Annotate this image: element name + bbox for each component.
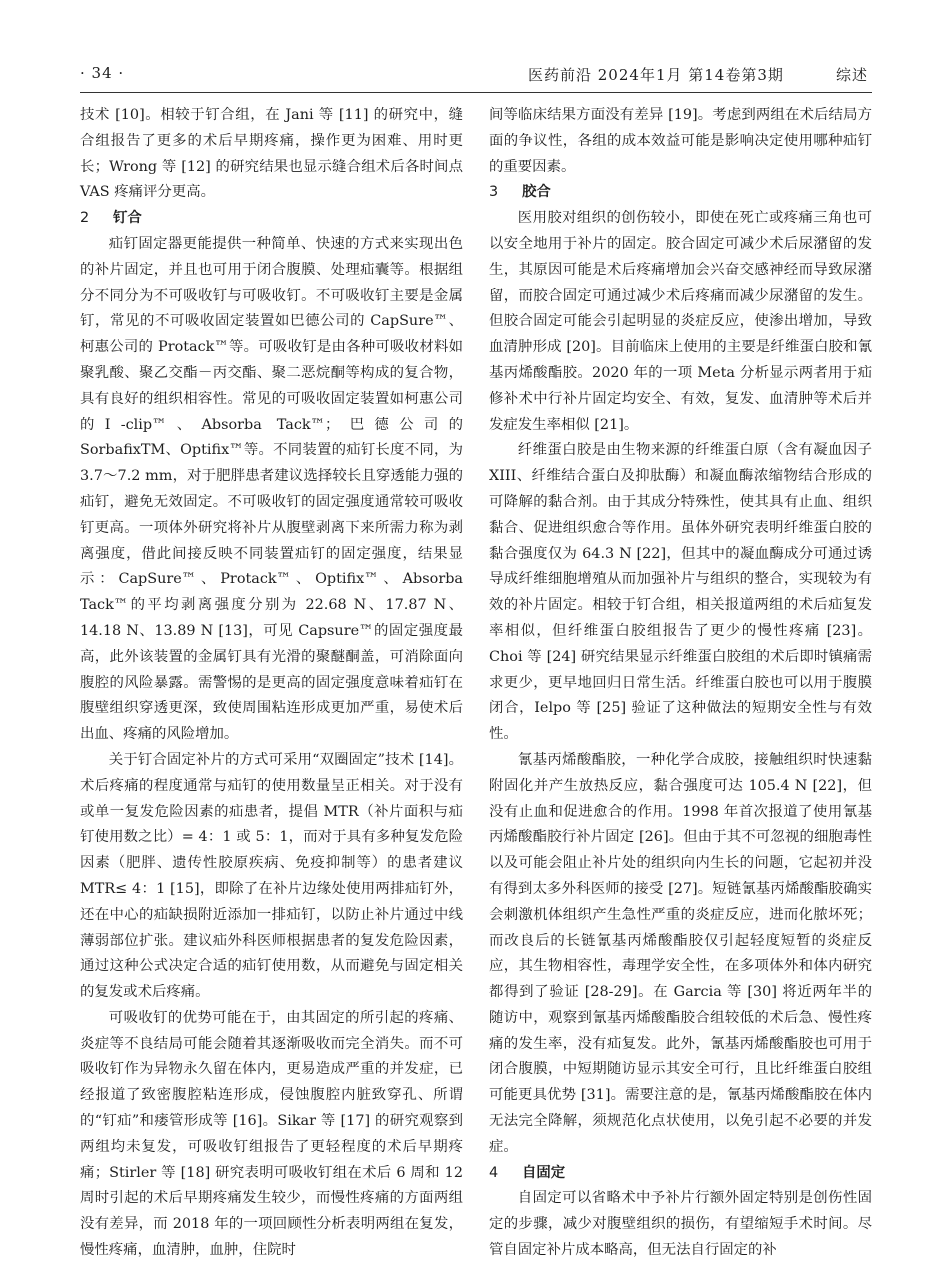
section-heading-4 (489, 1161, 872, 1187)
section-title: 胶合 (522, 184, 551, 201)
header-rule (80, 92, 872, 93)
paragraph: 纤维蛋白胶是由生物来源的纤维蛋白原（含有凝血因子XIII、纤维结合蛋白及抑肽酶）和凝血酶浓缩物结合形成的可降解的黏合剂。由于其成分特殊性，使其具有止血、组织黏合、促进组织愈合等作用。虽体外研究表明纤维蛋白胶的黏合强度仅为 64.3 N [22]，但其中的凝血酶成分可通过诱导成纤维细胞增殖从而加强补片与组织的整合，实现较为有效的补片固定。相较于钉合组，相关报道两组的术后疝复发率相似，但纤维蛋白胶组报告了更少的慢性疼痛 [23]。Choi 等 [24] 研究结果显示纤维蛋白胶组的术后即时镇痛需求更少，更早地回归日常生活。纤维蛋白胶也可以用于腹膜闭合，Ielpo 等 [25] 验证了这种做法的短期安全性与有效性。 (489, 442, 872, 743)
paragraph: 可吸收钉的优势可能在于，由其固定的所引起的疼痛、炎症等不良结局可能会随着其逐渐吸收而完全消失。而不可吸收钉作为异物永久留在体内，更易造成严重的并发症，已经报道了致密腹腔粘连形成，侵蚀腹腔内脏致穿孔、所谓的“钉疝”和瘘管形成等 [16]。Sikar 等 [17] 的研究观察到两组均未复发，可吸收钉组报告了更轻程度的术后早期疼痛；Stirler 等 [18] 研究表明可吸收钉组在术后 6 周和 12 周时引起的术后早期疼痛发生较少，而慢性疼痛的方面两组没有差异，而 2018 年的一项回顾性分析表明两组在复发，慢性疼痛，血清肿，血肿，住院时 (80, 1009, 463, 1259)
section-heading-3 (489, 180, 872, 206)
page-header (0, 60, 950, 90)
paragraph: 氰基丙烯酸酯胶，一种化学合成胶，接触组织时快速黏附固化并产生放热反应，黏合强度可达 105.4 N [22]，但没有止血和促进愈合的作用。1998 年首次报道了使用氰基丙烯酸酯胶行补片固定 [26]。但由于其不可忽视的细胞毒性以及可能会阻止补片处的组织向内生长的问题，它起初并没有得到太多外科医师的接受 [27]。短链氰基丙烯酸酯胶确实会刺激机体组织产生急性严重的炎症反应，进而化脓坏死；而改良后的长链氰基丙烯酸酯胶仅引起轻度短暂的炎症反应，其生物相容性，毒理学安全性，在多项体外和体内研究都得到了验证 [28-29]。在 Garcia 等 [30] 将近两年半的随访中，观察到氰基丙烯酸酯胶合组较低的术后急、慢性疼痛的发生率，没有疝复发。此外，氰基丙烯酸酯胶也可用于闭合腹膜，中短期随访显示其安全可行，且比纤维蛋白胶组可能更具优势 [31]。需要注意的是，氰基丙烯酸酯胶在体内无法完全降解，须规范化点状使用，以免引起不必要的并发症。 (489, 751, 872, 1155)
paragraph: 关于钉合固定补片的方式可采用“双圈固定”技术 [14]。术后疼痛的程度通常与疝钉的使用数量呈正相关。对于没有或单一复发危险因素的疝患者，提倡 MTR（补片面积与疝钉使用数之比）= 4：1 或 5：1，而对于具有多种复发危险因素（肥胖、遗传性胶原疾病、免疫抑制等）的患者建议 MTR≤ 4：1 [15]，即除了在补片边缘处使用两排疝钉外，还在中心的疝缺损附近添加一排疝钉，以防止补片通过中线薄弱部位扩张。建议疝外科医师根据患者的复发危险因素，通过这种公式决定合适的疝钉使用数，从而避免与固定相关的复发或术后疼痛。 (80, 751, 463, 1001)
journal-citation: 医药前沿 2024年1月 第14卷第3期 (528, 66, 784, 84)
paragraph: 疝钉固定器更能提供一种简单、快速的方式来实现出色的补片固定，并且也可用于闭合腹膜、处理疝囊等。根据组分不同分为不可吸收钉与可吸收钉。不可吸收钉主要是金属钉，常见的不可吸收固定装置如巴德公司的 CapSure™、柯惠公司的 Protack™等。可吸收钉是由各种可吸收材料如聚乳酸、聚乙交酯－丙交酯、聚二恶烷酮等构成的复合物，具有良好的组织相容性。常见的可吸收固定装置如柯惠公司的Ⅰ-clip™、Absorba Tack™；巴德公司的 SorbafixTM、Optifix™等。不同装置的疝钉长度不同，为 3.7～7.2 mm，对于肥胖患者建议选择较长且穿透能力强的疝钉，避免无效固定。不可吸收钉的固定强度通常较可吸收钉更高。一项体外研究将补片从腹壁剥离下来所需力称为剥离强度，借此间接反映不同装置疝钉的固定强度，结果显示：CapSure™、Protack™、Optifix™、Absorba Tack™的平均剥离强度分别为 22.68 N、17.87 N、14.18 N、13.89 N [13]，可见 Capsure™的固定强度最高，此外该装置的金属钉具有光滑的聚醚酮盖，可消除面向腹腔的风险暴露。需警惕的是更高的固定强度意味着疝钉在腹壁组织穿透更深，致使周围粘连形成更加严重，易使术后出血、疼痛的风险增加。 (80, 235, 463, 743)
section-title: 自固定 (522, 1164, 566, 1181)
section-heading-2 (80, 206, 463, 232)
paragraph: 自固定可以省略术中予补片行额外固定特别是创伤性固定的步骤，减少对腹壁组织的损伤，有望缩短手术时间。尽管自固定补片成本略高，但无法自行固定的补 (489, 1190, 872, 1259)
paragraph: 间等临床结果方面没有差异 [19]。考虑到两组在术后结局方面的争议性，各组的成本效益可能是影响决定使用哪种疝钉的重要因素。 (489, 107, 872, 175)
page-number: · 34 · (80, 64, 125, 82)
section-number: 3 (489, 184, 499, 201)
section-tag: 综述 (836, 66, 869, 84)
right-column (489, 103, 872, 1264)
section-number: 2 (80, 210, 90, 227)
left-column (80, 103, 463, 1264)
section-title: 钉合 (113, 210, 142, 227)
section-number: 4 (489, 1164, 499, 1181)
paragraph: 医用胶对组织的创伤较小，即使在死亡或疼痛三角也可以安全地用于补片的固定。胶合固定可减少术后尿潴留的发生，其原因可能是术后疼痛增加会兴奋交感神经而导致尿潴留，而胶合固定可通过减少术后疼痛而减少尿潴留的发生。但胶合固定可能会引起明显的炎症反应，使渗出增加，导致血清肿形成 [20]。目前临床上使用的主要是纤维蛋白胶和氰基丙烯酸酯胶。2020 年的一项 Meta 分析显示两者用于疝修补术中行补片固定均安全、有效，复发、血清肿等术后并发症发生率相似 [21]。 (489, 210, 872, 433)
paragraph: 技术 [10]。相较于钉合组，在 Jani 等 [11] 的研究中，缝合组报告了更多的术后早期疼痛，操作更为困难、用时更长；Wrong 等 [12] 的研究结果也显示缝合组术后各时间点 VAS 疼痛评分更高。 (80, 107, 463, 201)
